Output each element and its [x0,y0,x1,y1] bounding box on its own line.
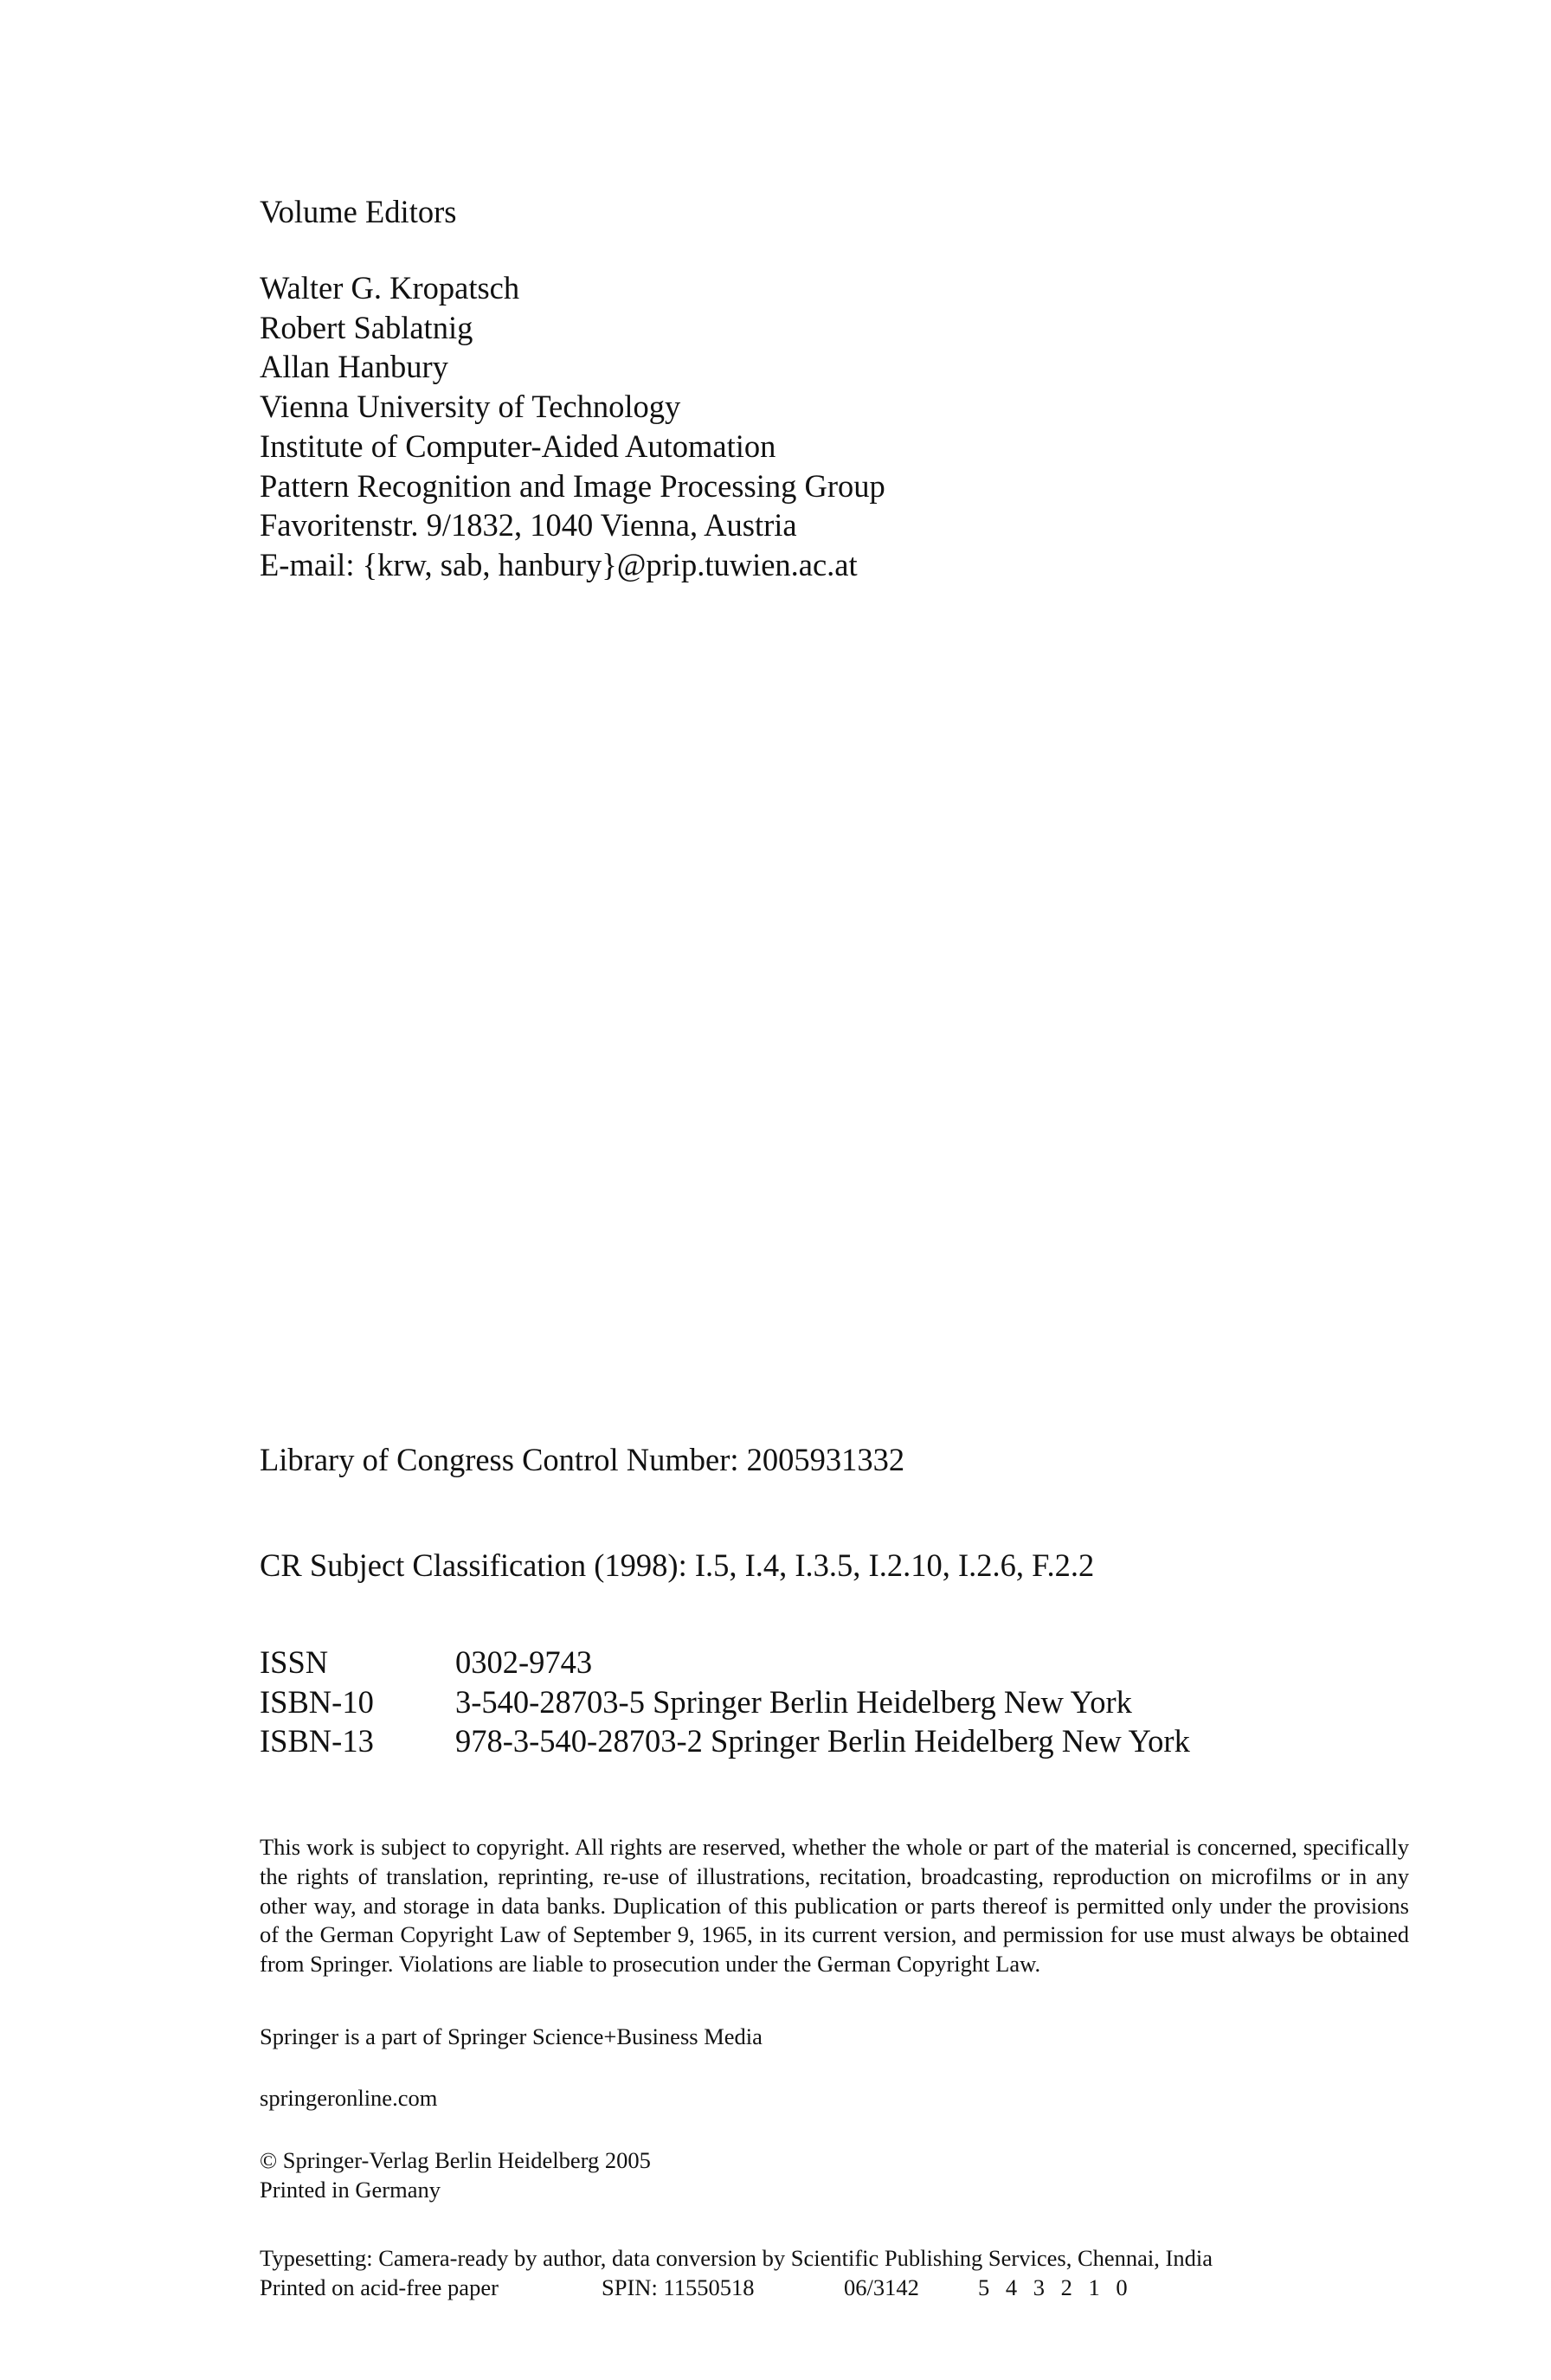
identifier-value: 978-3-540-28703-2 Springer Berlin Heidelberg New York [455,1723,1190,1759]
identifier-row [260,1721,1190,1761]
identifier-row [260,1682,1190,1722]
cr-classification-line [260,1546,1094,1586]
identifier-label: ISBN-10 [260,1683,374,1720]
email-address: E-mail: {krw, sab, hanbury}@prip.tuwien.ac.at [260,546,858,582]
production-block [260,2244,1213,2303]
institute-name: Institute of Computer-Aided Automation [260,428,776,464]
copyright-notice: This work is subject to copyright. All rights are reserved, whether the whole or part of the material is concerned, specifically the rights of translation, reprinting, re-use of illustrations, recitation, broadcasting, reproduction on microfilms or in any other way, and storage in data banks. Duplication of this publication or parts thereof is permitted only under the provisions of the German Copyright Law of September 9, 1965, in its current version, and permission for use must always be obtained from Springer. Violations are liable to prosecution under the German Copyright Law. [260,1834,1409,1978]
volume-editors-heading [260,192,456,232]
printing-row [260,2274,1213,2303]
editors-address-block [260,268,885,585]
postal-address: Favoritenstr. 9/1832, 1040 Vienna, Austria [260,507,797,544]
identifiers-table [260,1643,1190,1761]
publisher-note-text: Springer is a part of Springer Science+Business Media [260,2023,763,2049]
identifier-value: 0302-9743 [455,1644,593,1680]
print-code: 06/3142 [844,2274,919,2300]
group-name: Pattern Recognition and Image Processing Group [260,467,885,504]
identifier-label: ISSN [260,1644,329,1680]
volume-editors-label: Volume Editors [260,194,457,229]
editor-name: Robert Sablatnig [260,309,473,345]
copyright-block [260,2146,651,2205]
typesetting-line: Typesetting: Camera-ready by author, data conversion by Scientific Publishing Services, Chennai, India [260,2245,1213,2271]
identifier-row [260,1643,1190,1682]
printer-key-line: 5 4 3 2 1 0 [978,2274,1133,2300]
university-name: Vienna University of Technology [260,389,681,425]
printed-in-line: Printed in Germany [260,2176,441,2203]
identifier-value: 3-540-28703-5 Springer Berlin Heidelberg New York [455,1683,1132,1720]
lccn-line [260,1440,904,1480]
spin-number: SPIN: 11550518 [602,2274,755,2300]
copyright-line: © Springer-Verlag Berlin Heidelberg 2005 [260,2147,651,2173]
editor-name: Walter G. Kropatsch [260,270,520,306]
cr-classification-text: CR Subject Classification (1998): I.5, I.4, I.3.5, I.2.10, I.2.6, F.2.2 [260,1547,1095,1583]
paper-info: Printed on acid-free paper [260,2274,499,2300]
website-text: springeronline.com [260,2085,438,2111]
website [260,2084,437,2113]
lccn-text: Library of Congress Control Number: 2005931332 [260,1442,905,1477]
publisher-note [260,2023,763,2052]
editor-name: Allan Hanbury [260,349,448,385]
identifier-label: ISBN-13 [260,1723,374,1759]
